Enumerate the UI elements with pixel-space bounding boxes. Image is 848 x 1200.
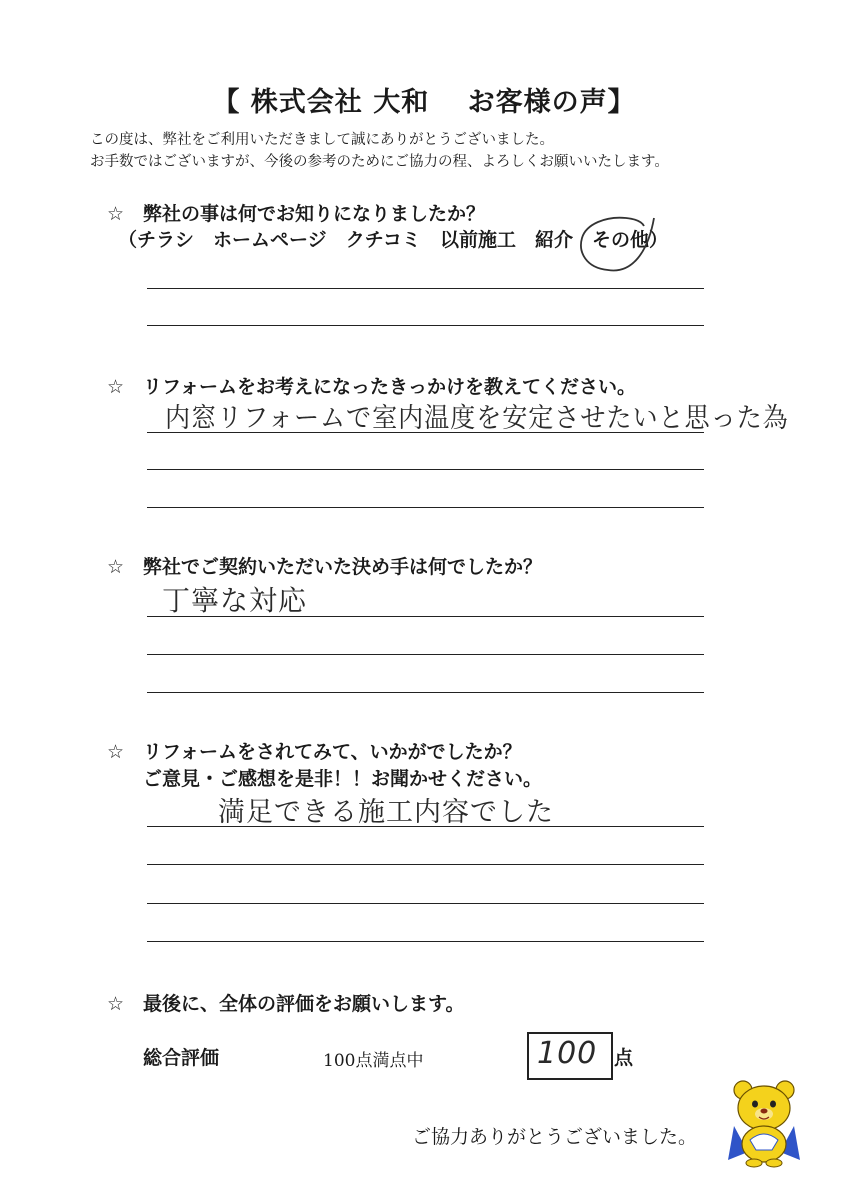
question-5 bbox=[107, 989, 464, 1016]
star-icon: ☆ bbox=[107, 993, 125, 1015]
question-2 bbox=[107, 372, 636, 399]
option-referral: 紹介 bbox=[534, 229, 573, 251]
selected-option-circle bbox=[572, 212, 662, 280]
question-4-text-2: ご意見・ご感想を是非！！お聞かせください。 bbox=[143, 768, 543, 790]
answer-line bbox=[147, 903, 704, 904]
score-unit: 点 bbox=[614, 1047, 634, 1069]
question-4-answer: 満足できる施工内容でした bbox=[218, 797, 554, 828]
answer-line bbox=[147, 469, 704, 470]
star-icon: ☆ bbox=[107, 203, 125, 225]
options-open-paren: （ bbox=[118, 229, 138, 251]
question-3-text: 弊社でご契約いただいた決め手は何でしたか？ bbox=[143, 556, 543, 578]
answer-line bbox=[147, 826, 704, 827]
option-previous-work: 以前施工 bbox=[439, 229, 516, 251]
page-title: 【 株式会社 大和 お客様の声】 bbox=[212, 87, 636, 118]
options-close-paren: ） bbox=[649, 229, 669, 251]
answer-line bbox=[147, 692, 704, 693]
bear-mascot-icon bbox=[726, 1078, 802, 1168]
option-other: その他 bbox=[592, 229, 650, 251]
star-icon: ☆ bbox=[107, 741, 125, 763]
answer-line bbox=[147, 941, 704, 942]
rating-scale: 100点満点中 bbox=[323, 1051, 424, 1071]
question-3 bbox=[107, 552, 542, 579]
option-homepage: ホームページ bbox=[213, 229, 327, 251]
option-word-of-mouth: クチコミ bbox=[345, 229, 421, 251]
answer-line bbox=[147, 616, 704, 617]
answer-line bbox=[147, 432, 704, 433]
overall-rating-label: 総合評価 bbox=[143, 1047, 220, 1069]
question-4 bbox=[107, 737, 522, 764]
answer-line bbox=[147, 325, 704, 326]
question-4-text: リフォームをされてみて、いかがでしたか？ bbox=[143, 741, 522, 763]
star-icon: ☆ bbox=[107, 376, 125, 398]
question-5-text: 最後に、全体の評価をお願いします。 bbox=[143, 993, 465, 1015]
intro-line-2: お手数ではございますが、今後の参考のためにご協力の程、よろしくお願いいたします。 bbox=[90, 154, 669, 170]
option-flyer: チラシ bbox=[137, 229, 195, 251]
question-1-text: 弊社の事は何でお知りになりましたか？ bbox=[143, 203, 486, 225]
answer-line bbox=[147, 507, 704, 508]
question-1 bbox=[107, 199, 485, 226]
answer-line bbox=[147, 288, 704, 289]
question-2-text: リフォームをお考えになったきっかけを教えてください。 bbox=[143, 376, 637, 398]
closing-message: ご協力ありがとうございました。 bbox=[412, 1126, 698, 1148]
answer-line bbox=[147, 864, 704, 865]
intro-line-1: この度は、弊社をご利用いただきまして誠にありがとうございました。 bbox=[90, 132, 554, 148]
answer-line bbox=[147, 654, 704, 655]
score-value: 100 bbox=[537, 1036, 598, 1071]
question-2-answer: 内窓リフォームで室内温度を安定させたいと思った為 bbox=[165, 403, 789, 434]
question-3-answer: 丁寧な対応 bbox=[162, 584, 308, 617]
star-icon: ☆ bbox=[107, 556, 125, 578]
